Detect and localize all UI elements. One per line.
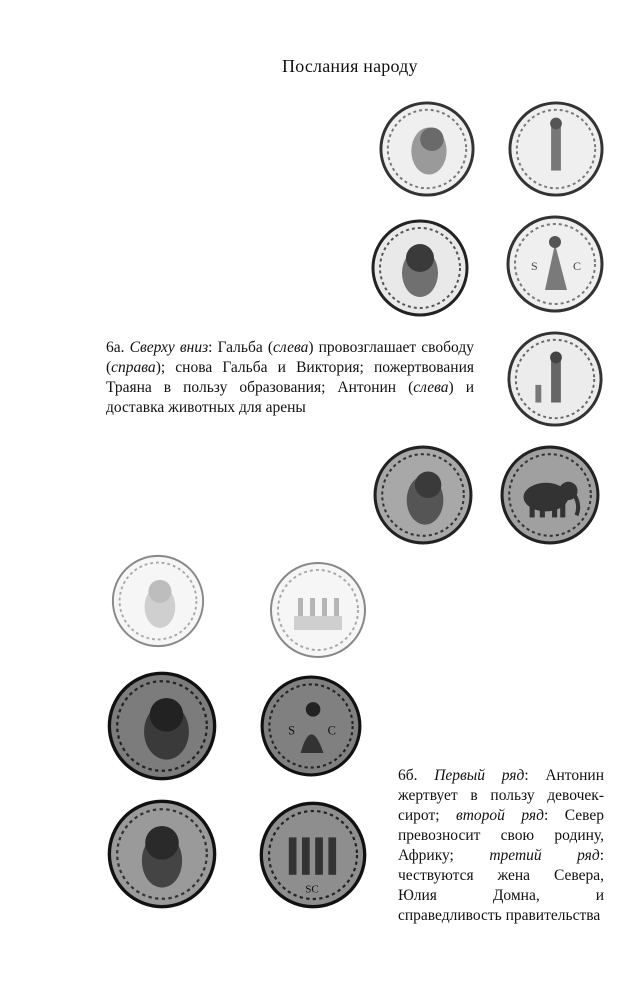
caption-label: 6а. [106, 339, 130, 356]
caption-text: : Антонин жертвует в пользу девочек-сирот; [398, 767, 605, 824]
coin-puellae-faustinianae [268, 560, 368, 660]
coin-graphic [268, 560, 368, 660]
svg-text:S: S [531, 259, 538, 273]
caption-italic: второй ряд [456, 807, 544, 824]
caption-italic: Сверху вниз [129, 339, 209, 356]
page-header: Послания народу [282, 56, 418, 76]
coin-julia-domna-portrait [106, 798, 218, 910]
coin-graphic [258, 800, 368, 910]
caption-italic: слева [273, 339, 309, 356]
coin-severus-portrait [102, 670, 222, 782]
coin-victoria [505, 214, 605, 314]
coin-galba-portrait [376, 100, 478, 198]
caption-text: : Север превозносит свою родину, Африку; [398, 807, 604, 864]
coin-graphic [102, 670, 222, 782]
coin-faustina-portrait [110, 552, 206, 650]
coin-elephant [494, 444, 606, 546]
coin-graphic [505, 100, 607, 198]
coin-graphic [505, 214, 605, 314]
caption-italic: слева [413, 379, 449, 396]
caption-6b [398, 766, 604, 926]
coin-graphic [368, 218, 472, 318]
coin-graphic [258, 674, 364, 778]
coin-graphic [110, 552, 206, 650]
svg-text:SC: SC [305, 883, 319, 896]
caption-italic: третий ряд [489, 847, 600, 864]
caption-6a [106, 338, 474, 418]
caption-label: 6б. [398, 767, 435, 784]
caption-text: : Гальба ( [208, 339, 274, 356]
coin-graphic [506, 330, 604, 428]
coin-graphic [368, 444, 478, 546]
coin-antoninus-portrait [368, 444, 478, 546]
svg-text:C: C [327, 723, 336, 738]
caption-text: : чествуются жена Севера, Юлия Домна, и справедливость правительства [398, 847, 605, 924]
coin-graphic [106, 798, 218, 910]
caption-italic: Первый ряд [434, 767, 525, 784]
caption-text: ) провозглашает свободу ( [106, 339, 474, 376]
svg-text:C: C [573, 259, 582, 273]
coin-graphic [376, 100, 478, 198]
caption-text: ) и доставка животных для арены [106, 379, 474, 416]
coin-graphic [494, 444, 606, 546]
caption-text: ); снова Гальба и Виктория; пожертвования Траяна в пользу образования; Антонин ( [106, 359, 474, 396]
svg-text:S: S [288, 723, 296, 738]
coin-libertas [505, 100, 607, 198]
caption-italic: справа [111, 359, 156, 376]
coin-africa [258, 674, 364, 778]
coin-aequitas-group [258, 800, 368, 910]
coin-galba-portrait-2 [368, 218, 472, 318]
coin-trajan-education [506, 330, 604, 428]
